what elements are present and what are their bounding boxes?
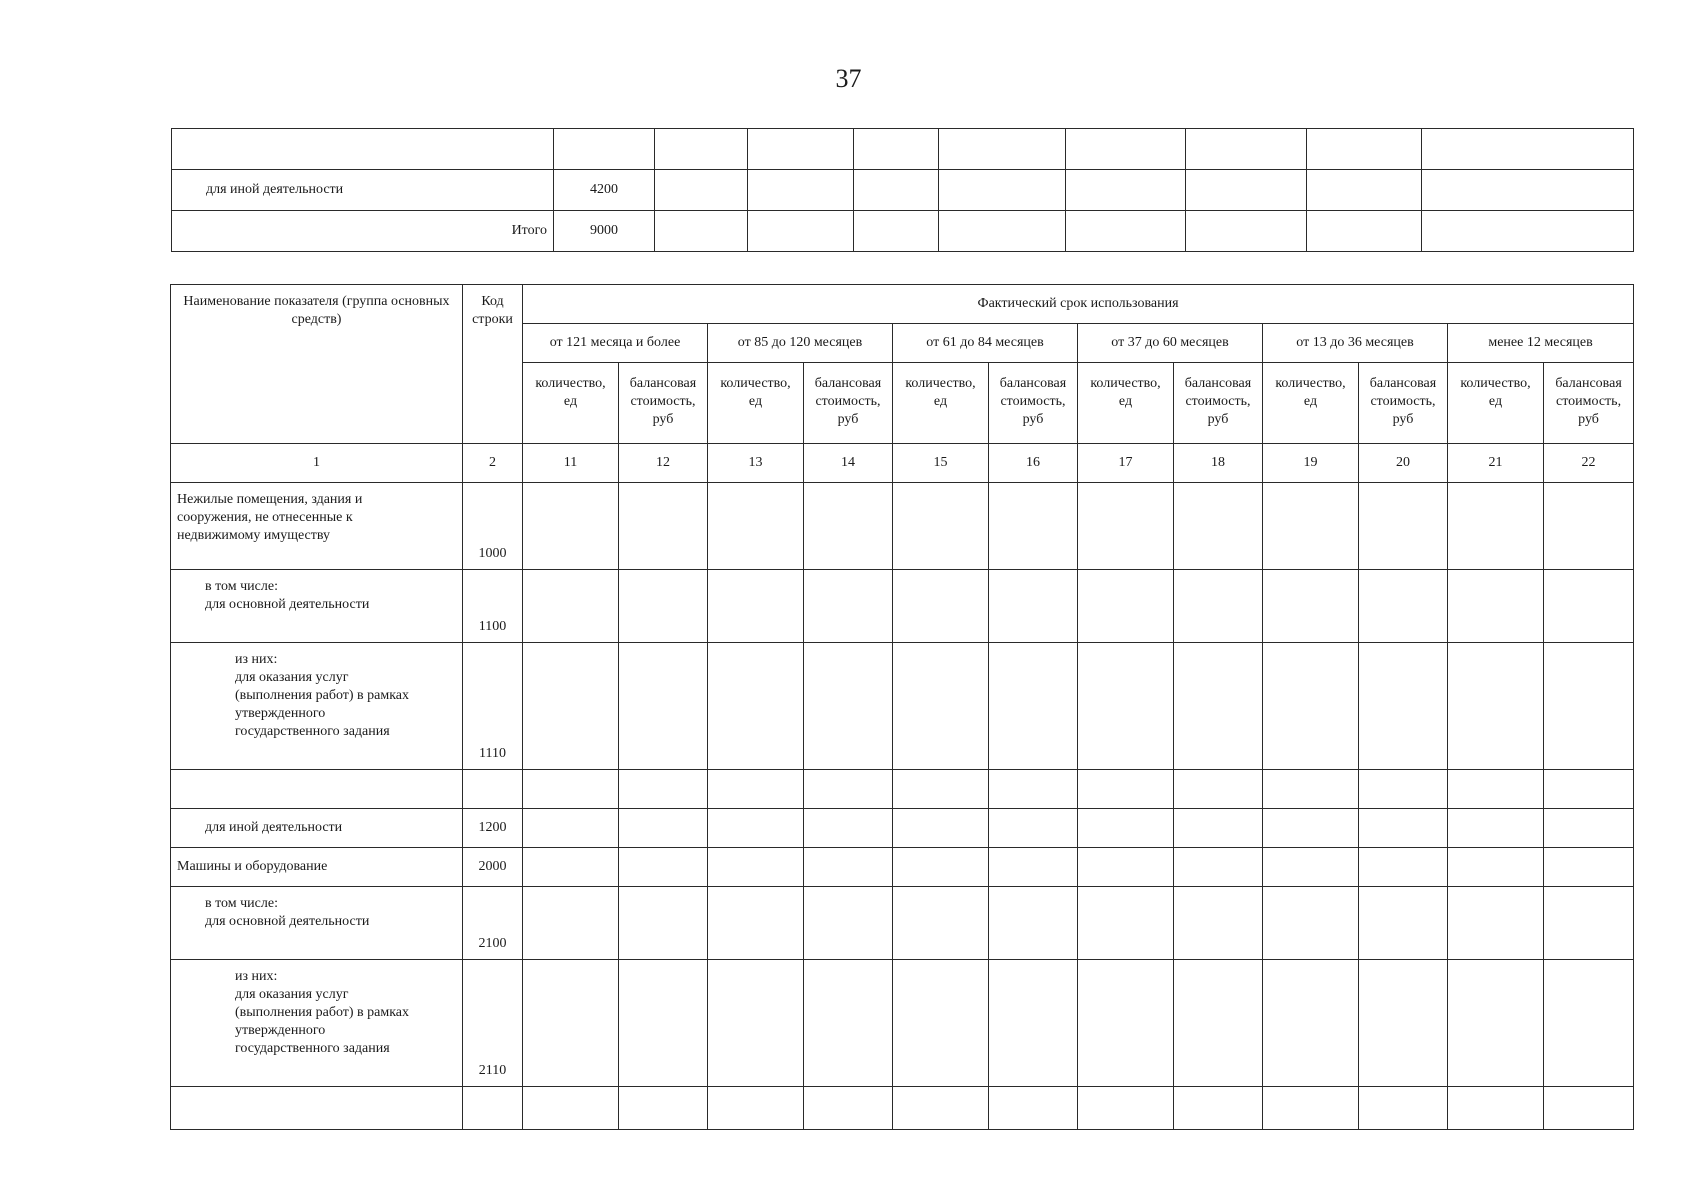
empty-cell <box>1544 770 1634 809</box>
empty-cell <box>619 483 708 570</box>
column-number: 11 <box>523 444 619 483</box>
row-code <box>463 770 523 809</box>
header-balance-line: руб <box>652 412 674 427</box>
empty-cell <box>1186 129 1307 170</box>
empty-cell <box>708 809 804 848</box>
empty-cell <box>1174 960 1263 1087</box>
row-name-line: из них: <box>235 969 278 984</box>
empty-cell <box>1078 848 1174 887</box>
empty-cell <box>1078 960 1174 1087</box>
empty-cell <box>854 211 939 252</box>
row-name-line: сооружения, не отнесенные к <box>177 510 353 525</box>
header-balance-value <box>1174 363 1263 444</box>
row-name-line: для иной деятельности <box>205 820 343 835</box>
column-number: 22 <box>1544 444 1634 483</box>
header-quantity <box>708 363 804 444</box>
row-name-line: из них: <box>235 652 278 667</box>
row-code <box>463 1087 523 1130</box>
empty-cell <box>893 570 989 643</box>
row-name <box>171 960 463 1087</box>
empty-cell <box>619 887 708 960</box>
empty-cell <box>1186 211 1307 252</box>
empty-cell <box>523 483 619 570</box>
empty-cell <box>1078 770 1174 809</box>
empty-cell <box>989 1087 1078 1130</box>
row-name-line: государственного задания <box>235 724 390 739</box>
fixed-assets-usage-table <box>170 284 1634 1130</box>
empty-cell <box>893 809 989 848</box>
table-row <box>172 211 1634 252</box>
empty-cell <box>1544 570 1634 643</box>
header-period: от 85 до 120 месяцев <box>708 324 893 363</box>
row-name <box>171 770 463 809</box>
header-code-line: Код <box>481 294 504 309</box>
empty-cell <box>1307 211 1422 252</box>
empty-cell <box>523 809 619 848</box>
empty-cell <box>1078 1087 1174 1130</box>
header-quantity-line: количество, <box>1275 376 1346 391</box>
empty-cell <box>619 570 708 643</box>
row-name-line: Машины и оборудование <box>177 859 328 874</box>
empty-cell <box>1359 1087 1448 1130</box>
header-period: менее 12 месяцев <box>1448 324 1634 363</box>
header-quantity-line: ед <box>1488 394 1503 409</box>
empty-cell <box>1263 887 1359 960</box>
empty-cell <box>893 960 989 1087</box>
header-period: от 37 до 60 месяцев <box>1078 324 1263 363</box>
header-quantity <box>893 363 989 444</box>
empty-cell <box>619 848 708 887</box>
empty-cell <box>748 170 854 211</box>
empty-cell <box>893 887 989 960</box>
empty-cell <box>1422 129 1634 170</box>
row-name-line: утвержденного <box>235 1023 326 1038</box>
header-quantity-line: количество, <box>720 376 791 391</box>
table-row <box>171 570 1634 643</box>
column-number: 20 <box>1359 444 1448 483</box>
empty-cell <box>1359 809 1448 848</box>
header-balance-line: стоимость, <box>1000 394 1066 409</box>
empty-cell <box>939 211 1066 252</box>
empty-cell <box>1359 770 1448 809</box>
empty-cell <box>1544 848 1634 887</box>
empty-cell <box>1263 483 1359 570</box>
column-number: 16 <box>989 444 1078 483</box>
empty-cell <box>523 570 619 643</box>
column-number: 1 <box>171 444 463 483</box>
empty-cell <box>1448 643 1544 770</box>
header-balance-line: балансовая <box>1369 376 1437 391</box>
empty-cell <box>804 770 893 809</box>
empty-cell <box>708 643 804 770</box>
empty-cell <box>619 960 708 1087</box>
row-name-line: (выполнения работ) в рамках <box>235 1005 410 1020</box>
empty-cell <box>1078 643 1174 770</box>
table-row <box>171 960 1634 1087</box>
table-row <box>171 770 1634 809</box>
empty-cell <box>1544 960 1634 1087</box>
header-balance-value <box>989 363 1078 444</box>
empty-cell <box>1174 887 1263 960</box>
top-continuation-table <box>171 128 1634 252</box>
empty-cell <box>619 643 708 770</box>
row-name <box>171 887 463 960</box>
column-number: 13 <box>708 444 804 483</box>
empty-cell <box>1263 809 1359 848</box>
empty-cell <box>708 1087 804 1130</box>
row-name <box>171 1087 463 1130</box>
empty-cell <box>619 770 708 809</box>
header-balance-line: стоимость, <box>815 394 881 409</box>
empty-cell <box>1448 809 1544 848</box>
header-balance-value <box>1544 363 1634 444</box>
table-row <box>171 848 1634 887</box>
header-period: от 13 до 36 месяцев <box>1263 324 1448 363</box>
empty-cell <box>893 770 989 809</box>
empty-cell <box>708 887 804 960</box>
empty-cell <box>854 129 939 170</box>
header-balance-line: руб <box>1207 412 1229 427</box>
empty-cell <box>655 211 748 252</box>
empty-cell <box>1359 848 1448 887</box>
empty-cell <box>1066 129 1186 170</box>
header-balance-value <box>619 363 708 444</box>
empty-cell <box>1174 770 1263 809</box>
header-code-line: строки <box>472 312 513 327</box>
empty-cell <box>1174 809 1263 848</box>
row-code: 9000 <box>554 211 655 252</box>
empty-cell <box>1263 770 1359 809</box>
header-row <box>171 285 1634 324</box>
empty-cell <box>1263 570 1359 643</box>
empty-cell <box>804 643 893 770</box>
empty-cell <box>1544 809 1634 848</box>
header-quantity-line: количество, <box>1090 376 1161 391</box>
empty-cell <box>1448 848 1544 887</box>
empty-cell <box>989 483 1078 570</box>
column-number: 15 <box>893 444 989 483</box>
empty-cell <box>1186 170 1307 211</box>
header-period: от 61 до 84 месяцев <box>893 324 1078 363</box>
row-name <box>171 848 463 887</box>
empty-cell <box>1263 960 1359 1087</box>
empty-cell <box>1544 483 1634 570</box>
empty-cell <box>1359 570 1448 643</box>
empty-cell <box>1263 643 1359 770</box>
empty-cell <box>989 887 1078 960</box>
row-name: Итого <box>172 211 554 252</box>
row-code: 1200 <box>463 809 523 848</box>
empty-cell <box>523 643 619 770</box>
row-name <box>172 129 554 170</box>
row-name-line: Нежилые помещения, здания и <box>177 492 363 507</box>
empty-cell <box>939 129 1066 170</box>
empty-cell <box>1544 643 1634 770</box>
header-usage-period-group: Фактический срок использования <box>523 285 1634 324</box>
header-quantity-line: ед <box>1303 394 1318 409</box>
column-numbers-row <box>171 444 1634 483</box>
empty-cell <box>1307 170 1422 211</box>
table-row <box>171 483 1634 570</box>
row-name <box>171 570 463 643</box>
column-number: 12 <box>619 444 708 483</box>
row-code: 2000 <box>463 848 523 887</box>
empty-cell <box>748 211 854 252</box>
table-row <box>171 809 1634 848</box>
header-quantity <box>523 363 619 444</box>
header-period: от 121 месяца и более <box>523 324 708 363</box>
empty-cell <box>804 483 893 570</box>
empty-cell <box>748 129 854 170</box>
header-quantity-line: ед <box>1118 394 1133 409</box>
row-name-line: в том числе: <box>205 579 278 594</box>
empty-cell <box>1448 887 1544 960</box>
empty-cell <box>708 770 804 809</box>
empty-cell <box>523 960 619 1087</box>
row-name-line: для оказания услуг <box>235 987 349 1002</box>
row-code <box>554 129 655 170</box>
table-row <box>171 887 1634 960</box>
empty-cell <box>1359 483 1448 570</box>
empty-cell <box>1448 570 1544 643</box>
empty-cell <box>989 809 1078 848</box>
empty-cell <box>1174 570 1263 643</box>
empty-cell <box>989 960 1078 1087</box>
row-name-line: для основной деятельности <box>205 914 370 929</box>
column-number: 19 <box>1263 444 1359 483</box>
empty-cell <box>1359 887 1448 960</box>
empty-cell <box>1263 848 1359 887</box>
empty-cell <box>708 960 804 1087</box>
empty-cell <box>893 483 989 570</box>
header-balance-line: руб <box>1022 412 1044 427</box>
empty-cell <box>1448 960 1544 1087</box>
header-quantity <box>1078 363 1174 444</box>
row-name-line: для основной деятельности <box>205 597 370 612</box>
table-row <box>171 1087 1634 1130</box>
empty-cell <box>655 170 748 211</box>
header-balance-line: стоимость, <box>1185 394 1251 409</box>
row-code: 1110 <box>463 643 523 770</box>
header-name-column: Наименование показателя (группа основных средств) <box>171 285 463 444</box>
empty-cell <box>1544 1087 1634 1130</box>
empty-cell <box>1078 887 1174 960</box>
empty-cell <box>939 170 1066 211</box>
header-quantity-line: ед <box>933 394 948 409</box>
row-code: 1000 <box>463 483 523 570</box>
header-quantity-line: ед <box>563 394 578 409</box>
empty-cell <box>523 848 619 887</box>
column-number: 2 <box>463 444 523 483</box>
header-quantity <box>1263 363 1359 444</box>
empty-cell <box>1448 770 1544 809</box>
header-quantity-line: количество, <box>535 376 606 391</box>
empty-cell <box>1174 848 1263 887</box>
empty-cell <box>804 570 893 643</box>
row-code: 4200 <box>554 170 655 211</box>
header-quantity-line: количество, <box>905 376 976 391</box>
header-balance-line: руб <box>837 412 859 427</box>
empty-cell <box>804 1087 893 1130</box>
row-name <box>171 483 463 570</box>
empty-cell <box>1544 887 1634 960</box>
empty-cell <box>523 1087 619 1130</box>
empty-cell <box>989 643 1078 770</box>
column-number: 14 <box>804 444 893 483</box>
row-name-line: для оказания услуг <box>235 670 349 685</box>
header-balance-line: балансовая <box>999 376 1067 391</box>
empty-cell <box>804 960 893 1087</box>
row-name-line: в том числе: <box>205 896 278 911</box>
header-balance-line: стоимость, <box>630 394 696 409</box>
empty-cell <box>989 770 1078 809</box>
empty-cell <box>523 770 619 809</box>
empty-cell <box>1448 483 1544 570</box>
row-name <box>171 809 463 848</box>
empty-cell <box>1066 170 1186 211</box>
empty-cell <box>1359 960 1448 1087</box>
empty-cell <box>619 1087 708 1130</box>
empty-cell <box>655 129 748 170</box>
header-balance-line: балансовая <box>1555 376 1622 391</box>
row-name-line: государственного задания <box>235 1041 390 1056</box>
header-balance-line: стоимость, <box>1556 394 1622 409</box>
empty-cell <box>1174 1087 1263 1130</box>
header-quantity-line: количество, <box>1460 376 1531 391</box>
row-name-line: (выполнения работ) в рамках <box>235 688 410 703</box>
empty-cell <box>804 848 893 887</box>
header-balance-line: балансовая <box>1184 376 1252 391</box>
row-name-line: утвержденного <box>235 706 326 721</box>
empty-cell <box>708 848 804 887</box>
empty-cell <box>989 848 1078 887</box>
header-code-column <box>463 285 523 444</box>
header-quantity <box>1448 363 1544 444</box>
empty-cell <box>804 887 893 960</box>
header-quantity-line: ед <box>748 394 763 409</box>
row-code: 2110 <box>463 960 523 1087</box>
row-name <box>171 643 463 770</box>
row-name-line: недвижимому имуществу <box>177 528 331 543</box>
header-balance-value <box>804 363 893 444</box>
empty-cell <box>893 643 989 770</box>
header-balance-line: руб <box>1578 412 1599 427</box>
empty-cell <box>804 809 893 848</box>
empty-cell <box>619 809 708 848</box>
empty-cell <box>1066 211 1186 252</box>
empty-cell <box>1174 483 1263 570</box>
empty-cell <box>1174 643 1263 770</box>
empty-cell <box>708 483 804 570</box>
column-number: 21 <box>1448 444 1544 483</box>
page-number: 37 <box>835 64 862 93</box>
empty-cell <box>893 848 989 887</box>
column-number: 17 <box>1078 444 1174 483</box>
empty-cell <box>523 887 619 960</box>
header-balance-value <box>1359 363 1448 444</box>
row-code: 2100 <box>463 887 523 960</box>
empty-cell <box>1422 211 1634 252</box>
table-row <box>172 129 1634 170</box>
table-row <box>172 170 1634 211</box>
empty-cell <box>1078 483 1174 570</box>
header-balance-line: балансовая <box>814 376 882 391</box>
header-balance-line: балансовая <box>629 376 697 391</box>
empty-cell <box>989 570 1078 643</box>
row-code: 1100 <box>463 570 523 643</box>
header-balance-line: руб <box>1392 412 1414 427</box>
empty-cell <box>1078 570 1174 643</box>
empty-cell <box>1359 643 1448 770</box>
column-number: 18 <box>1174 444 1263 483</box>
empty-cell <box>1422 170 1634 211</box>
row-name: для иной деятельности <box>172 170 554 211</box>
empty-cell <box>1307 129 1422 170</box>
empty-cell <box>893 1087 989 1130</box>
table-row <box>171 643 1634 770</box>
empty-cell <box>854 170 939 211</box>
empty-cell <box>708 570 804 643</box>
empty-cell <box>1263 1087 1359 1130</box>
header-balance-line: стоимость, <box>1370 394 1436 409</box>
empty-cell <box>1078 809 1174 848</box>
empty-cell <box>1448 1087 1544 1130</box>
